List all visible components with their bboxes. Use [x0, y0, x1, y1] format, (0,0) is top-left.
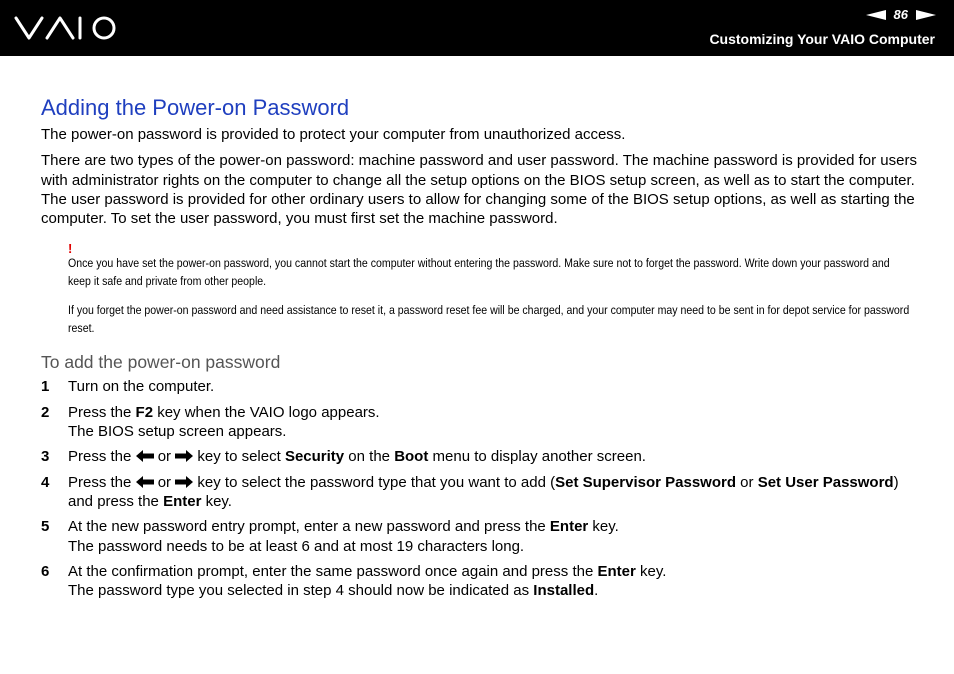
page-number: 86 — [893, 7, 908, 22]
option-name: Set Supervisor Password — [555, 473, 736, 491]
step-text: Press the F2 key when the VAIO logo appears. The BIOS setup screen appears. — [68, 403, 380, 441]
menu-name: Boot — [394, 448, 429, 466]
status-name: Installed — [533, 582, 595, 600]
step-text: Press the or key to select the password type that you want to add (Set Supervisor Password or Set User Password) and press the Enter key. — [68, 473, 899, 510]
step-text: At the confirmation prompt, enter the same password once again and press the Enter key. The password type you selected in step 4 should now be indicated as Installed. — [68, 562, 667, 600]
step-text: Turn on the computer. — [68, 378, 215, 396]
step-item — [41, 447, 921, 466]
step-item — [41, 562, 921, 601]
right-arrow-key-icon — [175, 450, 193, 462]
procedure-steps — [41, 377, 921, 600]
vaio-logo — [14, 14, 122, 42]
step-item — [41, 377, 921, 396]
step-number: 1 — [41, 378, 50, 396]
step-number: 4 — [41, 473, 50, 491]
left-arrow-key-icon — [136, 476, 154, 488]
key-name: Enter — [549, 518, 589, 536]
page-header — [0, 0, 954, 56]
step-item — [41, 517, 921, 556]
section-title: Customizing Your VAIO Computer — [709, 31, 935, 47]
intro-paragraph: The power-on password is provided to protect your computer from unauthorized access. — [41, 126, 626, 143]
key-name: Enter — [597, 562, 636, 580]
step-text: At the new password entry prompt, enter a new password and press the Enter key. The password needs to be at least 6 and at most 19 characters long. — [68, 518, 619, 555]
warning-note — [68, 242, 921, 337]
step-text: Press the or key to select Security on the Boot menu to display another screen. — [68, 448, 646, 466]
description-paragraph: There are two types of the power-on password: machine password and user password. The machine password is provided for users with administrator rights on the computer to change all the setup options on the BIOS setup screen, as well as to start the computer. The user password is provided for other ordinary users to allow for changing some of the BIOS setup options, as well as starting the computer. To set the user password, you must first set the machine password. — [41, 152, 917, 228]
page-title: Adding the Power-on Password — [41, 95, 350, 120]
step-number: 2 — [41, 403, 50, 421]
step-number: 5 — [41, 518, 50, 536]
left-arrow-key-icon — [136, 450, 154, 462]
key-name: Enter — [163, 492, 202, 510]
page-navigation — [866, 7, 936, 23]
option-name: Set User Password — [757, 473, 894, 491]
right-arrow-key-icon — [175, 476, 193, 488]
menu-name: Security — [284, 448, 345, 466]
step-number: 3 — [41, 448, 50, 466]
warning-icon: ! — [68, 241, 73, 257]
arrow-right-icon[interactable] — [916, 10, 936, 20]
note-text: Once you have set the power-on password, you cannot start the computer without entering the password. Make sure not to forget the password. Write down your password and keep it safe and private from other people. — [68, 256, 890, 288]
step-item — [41, 403, 921, 442]
procedure-heading: To add the power-on password — [41, 352, 281, 373]
arrow-left-icon[interactable] — [866, 10, 886, 20]
step-item — [41, 473, 921, 512]
page-content — [41, 94, 921, 606]
note-text: If you forget the power-on password and need assistance to reset it, a password reset fee will be charged, and your computer may need to be sent in for depot service for password reset. — [68, 303, 910, 335]
step-number: 6 — [41, 562, 50, 580]
key-name: F2 — [135, 403, 154, 421]
